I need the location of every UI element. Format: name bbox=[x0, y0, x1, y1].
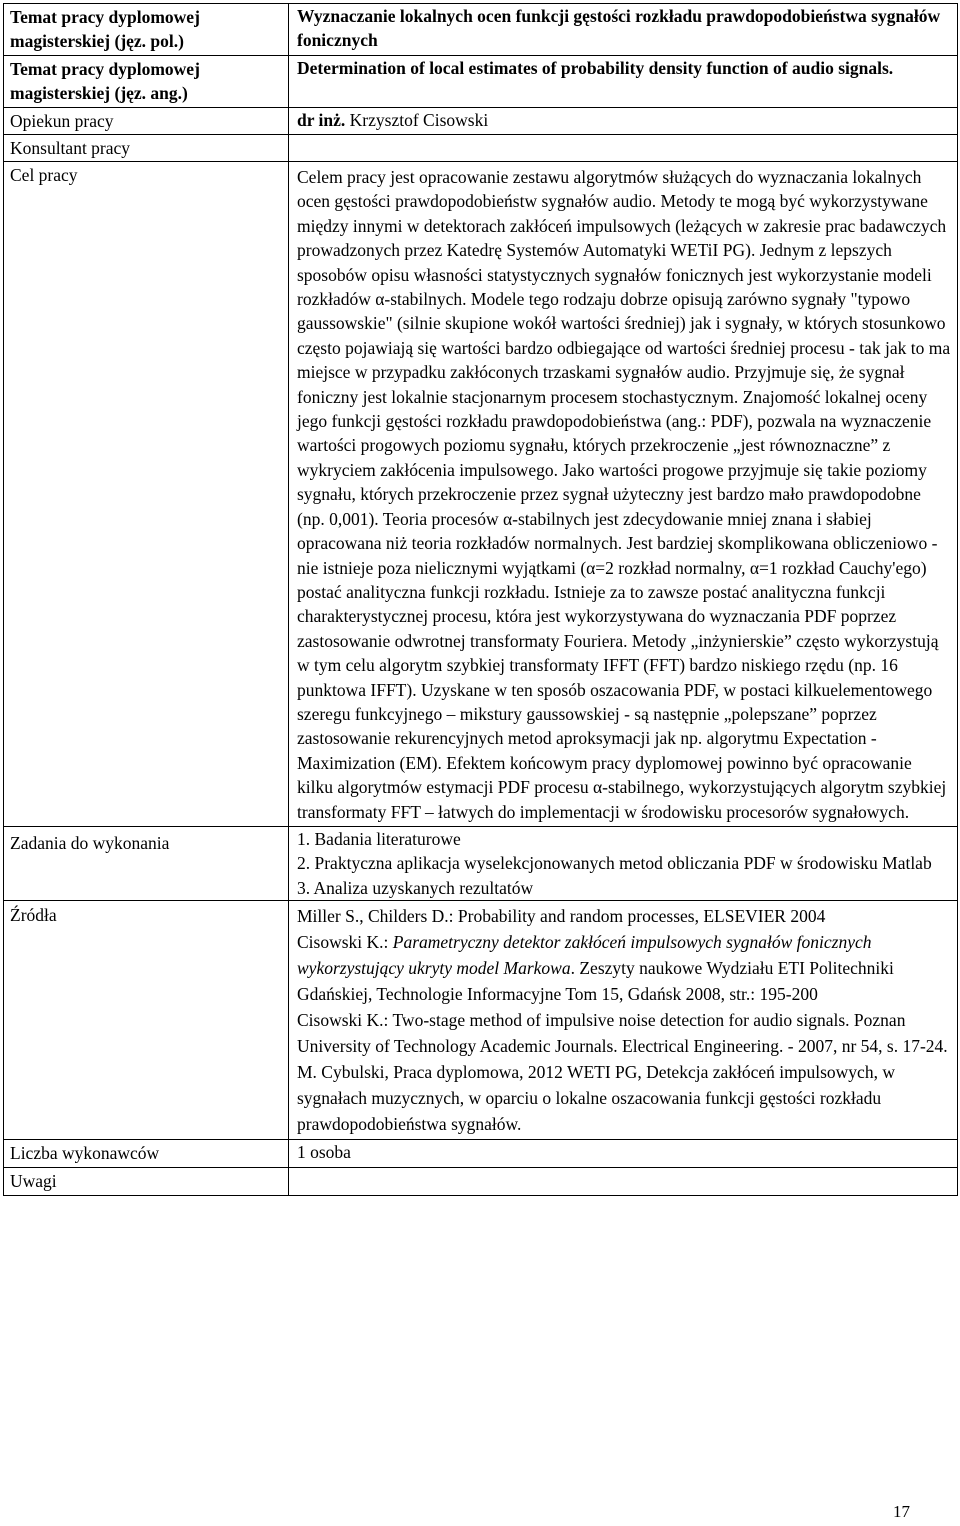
row-tasks bbox=[4, 826, 958, 900]
label-notes: Uwagi bbox=[4, 1168, 289, 1196]
label-consultant: Konsultant pracy bbox=[4, 135, 289, 162]
source-reference bbox=[297, 929, 951, 1007]
task-item: 3. Analiza uzyskanych rezultatów bbox=[297, 877, 534, 898]
source-reference: M. Cybulski, Praca dyplomowa, 2012 WETI PG, Detekcja zakłóceń impulsowych, w sygnałach muzycznych, w oparciu o lokalne oszacowania funkcji gęstości rozkładu prawdopodobieństwa sygnałów. bbox=[297, 1062, 895, 1135]
thesis-topic-table bbox=[3, 3, 958, 1196]
goal-paragraph: Celem pracy jest opracowanie zestawu algorytmów służących do wyznaczania lokalnych ocen gęstości prawdopodobieństw sygnałów audio. Metody te mogą być wykorzystywane między innymi w detektorach zakłóceń impulsowych (leżących w zakresie prac badawczych prowadzonych przez Katedrę Systemów Automatyki WETiI PG). Jednym z lepszych sposobów opisu własności statystycznych sygnałów fonicznych jest wykorzystanie modeli rozkładów α-stabilnych. Modele tego rodzaju dobrze opisują zarówno sygnały "typowo gaussowskie" (silnie skupione wokół wartości średniej) jak i sygnały, w których stosunkowo często pojawiają się wartości bardzo odbiegające od wartości średniej procesu - tak jak to ma miejsce w przypadku zakłóconych trzaskami sygnałów audio. Przyjmuje się, że sygnał foniczny jest lokalnie stacjonarnym procesem stochastycznym. Znajomość lokalnej oceny jego funkcji gęstości rozkładu prawdopodobieństwa (ang.: PDF), pozwala na wyznaczenie wartości progowych poziomu sygnału, których przekroczenie „jest równoznaczne” z wykryciem zakłócenia impulsowego. Jako wartości progowe przyjmuje się takie poziomy sygnału, których przekroczenie przez sygnał użyteczny jest bardzo mało prawdopodobne (np. 0,001). Teoria procesów α-stabilnych jest zdecydowanie mniej znana i słabiej opracowana niż teoria rozkładów normalnych. Jest bardziej skomplikowana obliczeniowo - nie istnieje poza nielicznymi wyjątkami (α=2 rozkład normalny, α=1 rozkład Cauchy'ego) postać analityczna funkcji rozkładu. Istnieje za to zawsze postać analityczna funkcji charakterystycznej procesu, która jest wykorzystywana do wyznaczania PDF poprzez zastosowanie odwrotnej transformaty Fouriera. Metody „inżynierskie” często wykorzystują w tym celu algorytm szybkiej transformaty IFFT (FFT) bardzo niskiego rzędu (np. 16 punktowa IFFT). Uzyskane w ten sposób oszacowania PDF, w postaci kilkuelementowego szeregu funkcyjnego – mikstury gaussowskiej - są następnie „polepszane” poprzez zastosowanie rekurencyjnych metod aproksymacji jak np. algorytmu Expectation - Maximization (EM). Efektem końcowym pracy dyplomowej powinno być opracowanie kilku algorytmów estymacji PDF procesu α-stabilnego, wykorzystujących algorytm szybkiej transformaty FFT – łatwych do implementacji w środowisku procesorów sygnałowych. bbox=[297, 167, 951, 822]
value-supervisor bbox=[289, 108, 958, 135]
row-supervisor bbox=[4, 108, 958, 135]
label-topic-english: Temat pracy dyplomowej magisterskiej (jęz. ang.) bbox=[4, 56, 289, 108]
value-contractors: 1 osoba bbox=[289, 1140, 958, 1168]
task-item: 2. Praktyczna aplikacja wyselekcjonowanych metod obliczania PDF w środowisku Matlab bbox=[297, 853, 932, 874]
label-tasks: Zadania do wykonania bbox=[4, 826, 289, 900]
source-reference: Cisowski K.: Two-stage method of impulsive noise detection for audio signals. Poznan University of Technology Academic Journals. Electrical Engineering. - 2007, nr 54, s. 17-24. bbox=[297, 1010, 948, 1057]
supervisor-title: dr inż. bbox=[297, 110, 350, 130]
task-item: 1. Badania literaturowe bbox=[297, 828, 461, 849]
value-tasks bbox=[289, 826, 958, 900]
label-goal: Cel pracy bbox=[4, 162, 289, 827]
label-contractors: Liczba wykonawców bbox=[4, 1140, 289, 1168]
row-topic-polish bbox=[4, 4, 958, 56]
label-topic-polish: Temat pracy dyplomowej magisterskiej (jęz. pol.) bbox=[4, 4, 289, 56]
value-topic-english: Determination of local estimates of probability density function of audio signals. bbox=[289, 56, 958, 108]
value-notes bbox=[289, 1168, 958, 1196]
value-sources bbox=[289, 901, 958, 1140]
supervisor-name: Krzysztof Cisowski bbox=[349, 110, 489, 130]
label-sources: Źródła bbox=[4, 901, 289, 1140]
row-consultant bbox=[4, 135, 958, 162]
row-sources bbox=[4, 901, 958, 1140]
row-topic-english bbox=[4, 56, 958, 108]
page-number: 17 bbox=[893, 1502, 910, 1521]
value-goal bbox=[289, 162, 958, 827]
value-topic-polish: Wyznaczanie lokalnych ocen funkcji gęstości rozkładu prawdopodobieństwa sygnałów fonicznych bbox=[289, 4, 958, 56]
source-details: . Zeszyty naukowe Wydziału ETI Politechniki Gdańskiej, Technologie Informacyjne Tom 15, Gdańsk 2008, str.: 195-200 bbox=[297, 958, 894, 1005]
row-goal bbox=[4, 162, 958, 827]
source-reference: Miller S., Childers D.: Probability and random processes, ELSEVIER 2004 bbox=[297, 906, 826, 927]
value-consultant bbox=[289, 135, 958, 162]
source-title: Parametryczny detektor zakłóceń impulsowych sygnałów fonicznych wykorzystujący ukryty model Markowa bbox=[297, 932, 872, 979]
label-supervisor: Opiekun pracy bbox=[4, 108, 289, 135]
row-notes bbox=[4, 1168, 958, 1196]
source-author: Cisowski K.: bbox=[297, 932, 393, 953]
row-contractors bbox=[4, 1140, 958, 1168]
